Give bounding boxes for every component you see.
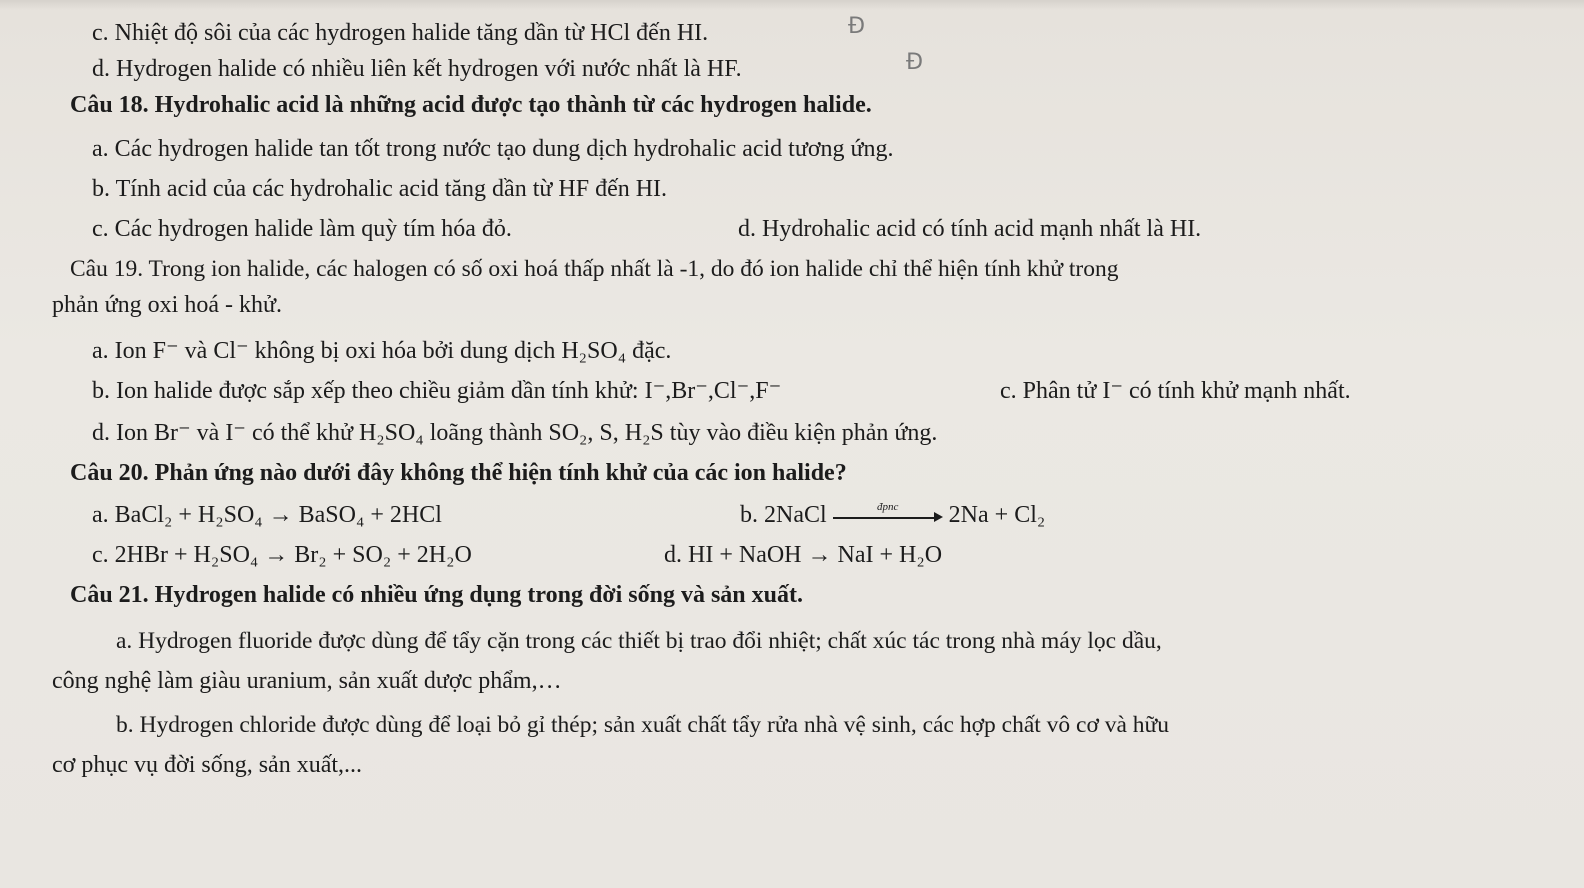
q18-option-d: d. Hydrohalic acid có tính acid mạnh nhất là HI. [738,216,1202,242]
q17-option-d: d. Hydrogen halide có nhiều liên kết hydrogen với nước nhất là HF. [92,56,742,82]
q20-option-b [740,500,1045,530]
q19-option-a: a. Ion F⁻ và Cl⁻ không bị oxi hóa bởi dung dịch H₂SO₄ đặc. [92,338,672,364]
q21-option-b: b. Hydrogen chloride được dùng để loại bỏ gỉ thép; sản xuất chất tẩy rửa nhà vệ sinh, các hợp chất vô cơ và hữu [116,712,1170,738]
q20-option-d: d. HI + NaOH → NaI + H₂O [664,542,943,568]
q19-option-c: c. Phân tử I⁻ có tính khử mạnh nhất. [1000,378,1351,404]
handwritten-mark-2: Đ [906,50,924,75]
arrow-label: đpnc [876,501,899,514]
arrow-shaft [833,517,937,519]
q21-option-a: a. Hydrogen fluoride được dùng để tẩy cặn trong các thiết bị trao đổi nhiệt; chất xúc tác trong nhà máy lọc dầu, [116,628,1162,654]
handwritten-mark-1: Đ [848,14,866,39]
q20-option-c: c. 2HBr + H₂SO₄ → Br₂ + SO₂ + 2H₂O [92,542,472,568]
q21-title: Câu 21. Hydrogen halide có nhiều ứng dụng trong đời sống và sản xuất. [70,582,803,608]
q18-option-c: c. Các hydrogen halide làm quỳ tím hóa đỏ. [92,216,512,242]
page-top-shadow [0,0,1584,10]
q19-title: Câu 19. Trong ion halide, các halogen có số oxi hoá thấp nhất là -1, do đó ion halide chỉ thể hiện tính khử trong [70,256,1119,282]
q21-option-a-cont: công nghệ làm giàu uranium, sản xuất dược phẩm,… [52,668,562,694]
electrolysis-arrow [833,501,943,526]
arrow-head [934,512,943,522]
q18-option-b: b. Tính acid của các hydrohalic acid tăng dần từ HF đến HI. [92,176,668,202]
q20-title: Câu 20. Phản ứng nào dưới đây không thể hiện tính khử của các ion halide? [70,460,847,486]
q20-option-a: a. BaCl₂ + H₂SO₄ → BaSO₄ + 2HCl [92,502,442,528]
q18-title: Câu 18. Hydrohalic acid là những acid được tạo thành từ các hydrogen halide. [70,92,872,118]
q19-title-cont: phản ứng oxi hoá - khử. [52,292,282,318]
q18-option-a: a. Các hydrogen halide tan tốt trong nước tạo dung dịch hydrohalic acid tương ứng. [92,136,894,162]
q20-option-b-right: 2Na + Cl₂ [948,502,1046,528]
q21-option-b-cont: cơ phục vụ đời sống, sản xuất,... [52,752,363,778]
q20-option-b-left: b. 2NaCl [740,502,827,528]
q19-option-d: d. Ion Br⁻ và I⁻ có thể khử H₂SO₄ loãng thành SO₂, S, H₂S tùy vào điều kiện phản ứng. [92,420,938,446]
q19-option-b: b. Ion halide được sắp xếp theo chiều giảm dần tính khử: I⁻,Br⁻,Cl⁻,F⁻ [92,378,782,404]
q17-option-c: c. Nhiệt độ sôi của các hydrogen halide tăng dần từ HCl đến HI. [92,20,709,46]
